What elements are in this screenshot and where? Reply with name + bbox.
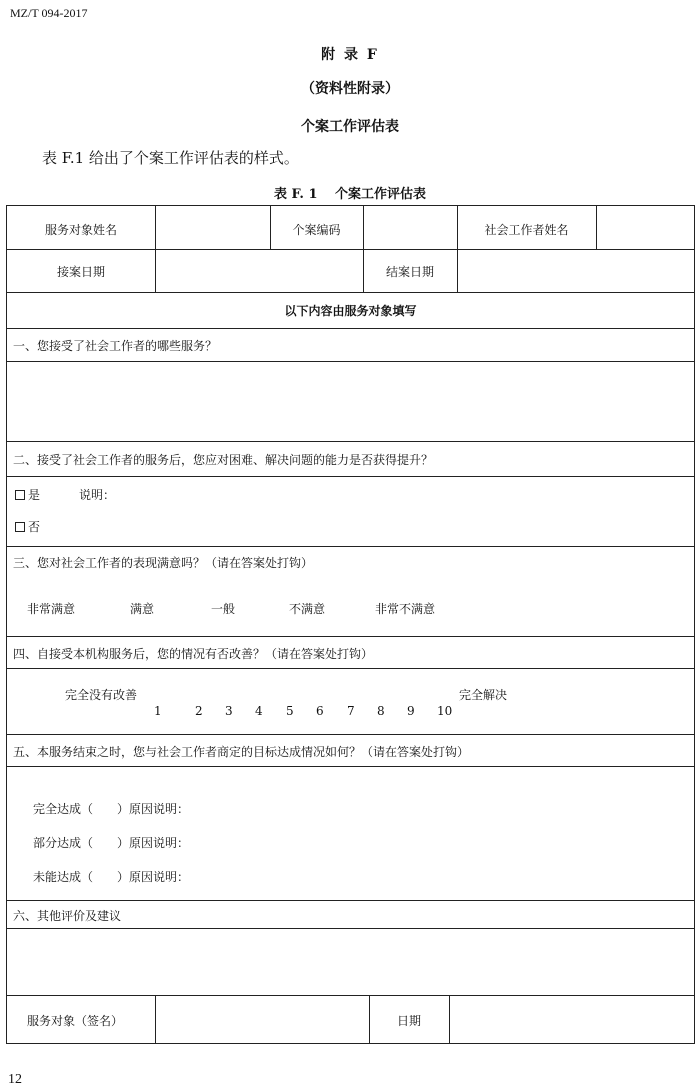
row-divider	[7, 636, 694, 637]
q4-scale-10[interactable]: 10	[437, 704, 453, 718]
case-number-label: 个案编码	[292, 223, 341, 237]
form-title: 个案工作评估表	[301, 119, 399, 135]
sign-date-field[interactable]	[449, 1006, 694, 1036]
row-divider	[7, 668, 694, 669]
q4-scale-6[interactable]: 6	[316, 704, 324, 718]
row-divider	[7, 249, 694, 250]
worker-name-field[interactable]	[596, 221, 694, 239]
worker-name-label: 社会工作者姓名	[484, 223, 569, 237]
q2-no-label: 否	[28, 520, 41, 534]
case-number-field[interactable]	[363, 221, 457, 239]
table-caption: 表 F. 1 个案工作评估表	[273, 187, 427, 202]
q4-scale-right-label: 完全解决	[459, 688, 508, 702]
appendix-title: 附 录 F	[321, 47, 379, 63]
document-code: MZ/T 094-2017	[10, 6, 88, 20]
q2-explain-label: 说明：	[79, 488, 116, 502]
q2-yes-option[interactable]	[15, 486, 40, 503]
q2-yes-label: 是	[28, 488, 41, 502]
q2-no-option[interactable]	[15, 518, 40, 535]
checkbox-icon[interactable]	[15, 490, 25, 500]
row-divider	[7, 476, 694, 477]
q6-answer-area[interactable]	[13, 934, 688, 990]
section-header: 以下内容由服务对象填写	[284, 304, 417, 318]
q5-option-partially[interactable]: 部分达成（ ）原因说明：	[33, 836, 190, 850]
q3-option-dissatisfied[interactable]: 不满意	[289, 602, 326, 616]
q4-scale-5[interactable]: 5	[286, 704, 294, 718]
q4-scale-8[interactable]: 8	[377, 704, 385, 718]
q4-scale-9[interactable]: 9	[407, 704, 415, 718]
client-name-field[interactable]	[155, 221, 270, 239]
q4-scale-2[interactable]: 2	[195, 704, 203, 718]
question-5: 五、本服务结束之时，您与社会工作者商定的目标达成情况如何？（请在答案处打钩）	[13, 745, 470, 759]
q4-scale-3[interactable]: 3	[225, 704, 233, 718]
row-divider	[7, 995, 694, 996]
q3-option-satisfied[interactable]: 满意	[130, 602, 155, 616]
close-date-field[interactable]	[457, 263, 694, 281]
sign-date-label: 日期	[396, 1014, 421, 1028]
row-divider	[7, 328, 694, 329]
q5-option-not[interactable]: 未能达成（ ）原因说明：	[33, 870, 190, 884]
row-divider	[7, 292, 694, 293]
row-divider	[7, 361, 694, 362]
q3-option-very-dissatisfied[interactable]: 非常不满意	[375, 602, 436, 616]
row-divider	[7, 766, 694, 767]
close-date-label: 结案日期	[385, 265, 434, 279]
row-divider	[7, 928, 694, 929]
intro-text: 表 F.1 给出了个案工作评估表的样式。	[42, 149, 299, 167]
q4-scale-left-label: 完全没有改善	[65, 688, 138, 702]
question-3: 三、您对社会工作者的表现满意吗？（请在答案处打钩）	[13, 556, 314, 570]
row-divider	[7, 734, 694, 735]
appendix-subtitle: （资料性附录）	[301, 81, 399, 97]
page-number: 12	[8, 1072, 22, 1087]
q1-answer-area[interactable]	[13, 368, 688, 434]
q4-scale-1[interactable]: 1	[154, 704, 162, 718]
client-name-label: 服务对象姓名	[44, 223, 117, 237]
signature-field[interactable]	[155, 1006, 369, 1036]
q4-scale-7[interactable]: 7	[347, 704, 355, 718]
signature-label: 服务对象（签名）	[27, 1014, 124, 1028]
question-6: 六、其他评价及建议	[13, 909, 122, 923]
question-4: 四、自接受本机构服务后，您的情况有否改善？（请在答案处打钩）	[13, 647, 374, 661]
row-divider	[7, 441, 694, 442]
row-divider	[7, 546, 694, 547]
q3-option-very-satisfied[interactable]: 非常满意	[27, 602, 76, 616]
question-2: 二、接受了社会工作者的服务后，您应对困难、解决问题的能力是否获得提升？	[13, 453, 434, 467]
q3-option-neutral[interactable]: 一般	[211, 602, 236, 616]
checkbox-icon[interactable]	[15, 522, 25, 532]
intake-date-field[interactable]	[155, 263, 363, 281]
q5-option-fully[interactable]: 完全达成（ ）原因说明：	[33, 802, 190, 816]
question-1: 一、您接受了社会工作者的哪些服务？	[13, 339, 218, 353]
row-divider	[7, 900, 694, 901]
evaluation-form	[6, 205, 695, 1044]
intake-date-label: 接案日期	[56, 265, 105, 279]
q4-scale-4[interactable]: 4	[255, 704, 263, 718]
